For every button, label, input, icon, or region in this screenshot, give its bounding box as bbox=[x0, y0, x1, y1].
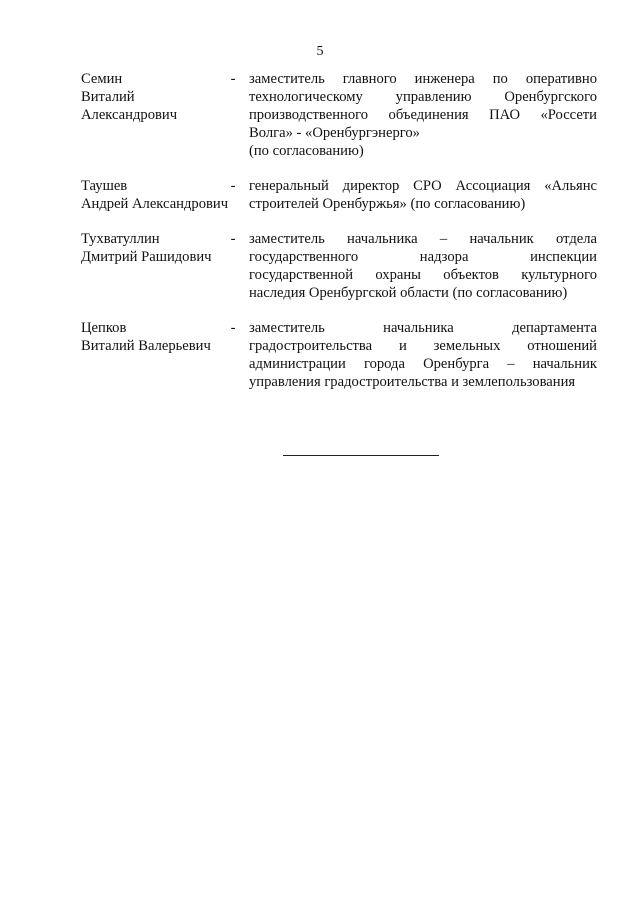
separator-dash: - bbox=[230, 71, 236, 87]
position-line: наследия Оренбургской области (по согласованию) bbox=[249, 285, 568, 301]
position-line: заместитель начальника департамента bbox=[249, 320, 597, 336]
position-line: производственного объединения ПАО «Россети bbox=[249, 107, 597, 123]
member-position bbox=[249, 230, 597, 302]
position-line: генеральный директор СРО Ассоциация «Альянс bbox=[249, 178, 597, 194]
member-position bbox=[249, 70, 597, 160]
member-name-line: Цепков bbox=[81, 320, 127, 336]
member-name-line: Таушев bbox=[81, 178, 128, 194]
separator-dash: - bbox=[230, 178, 236, 194]
member-name bbox=[81, 177, 231, 213]
member-position bbox=[249, 177, 597, 213]
member-name-line: Семин bbox=[81, 71, 123, 87]
member-name bbox=[81, 230, 231, 266]
closing-rule bbox=[283, 455, 439, 456]
position-line: государственного надзора инспекции bbox=[249, 249, 597, 265]
position-line: государственной охраны объектов культурного bbox=[249, 267, 597, 283]
position-line: заместитель начальника – начальник отдела bbox=[249, 231, 597, 247]
position-line: градостроительства и земельных отношений bbox=[249, 338, 597, 354]
member-name-line: Виталий bbox=[81, 89, 135, 105]
member-position bbox=[249, 319, 597, 391]
position-line: управления градостроительства и землепользования bbox=[249, 374, 576, 390]
separator-dash: - bbox=[230, 320, 236, 336]
member-name bbox=[81, 319, 231, 355]
member-name-line: Тухватуллин bbox=[81, 231, 160, 247]
position-line: строителей Оренбуржья» (по согласованию) bbox=[249, 196, 526, 212]
member-name-line: Виталий Валерьевич bbox=[81, 338, 211, 354]
position-line: (по согласованию) bbox=[249, 143, 364, 159]
page-number: 5 bbox=[316, 44, 324, 59]
member-name-line: Дмитрий Рашидович bbox=[81, 249, 212, 265]
position-line: Волга» - «Оренбургэнерго» bbox=[249, 125, 420, 141]
position-line: администрации города Оренбурга – начальник bbox=[249, 356, 597, 372]
separator-dash: - bbox=[230, 231, 236, 247]
position-line: технологическому управлению Оренбургского bbox=[249, 89, 597, 105]
position-line: заместитель главного инженера по оперативно bbox=[249, 71, 597, 87]
member-name-line: Андрей Александрович bbox=[81, 196, 229, 212]
member-name-line: Александрович bbox=[81, 107, 178, 123]
member-name bbox=[81, 70, 231, 124]
